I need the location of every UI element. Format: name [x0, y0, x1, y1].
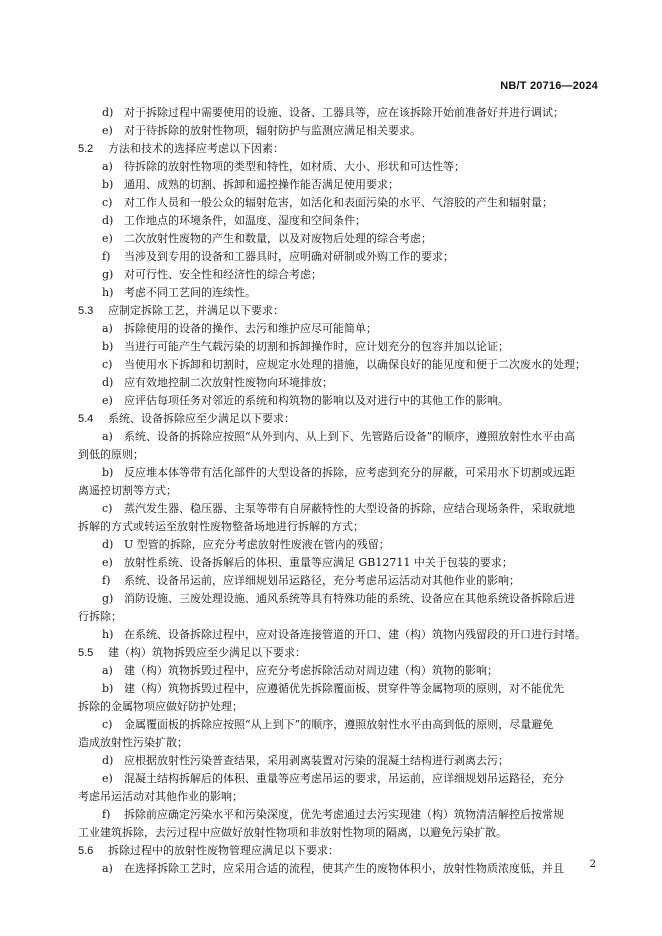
item-marker: d) [102, 538, 114, 551]
list-item [78, 770, 598, 788]
item-marker: a) [102, 862, 113, 875]
item-marker: b) [102, 682, 114, 695]
list-item-continuation [78, 824, 598, 842]
item-marker: f) [102, 574, 111, 587]
item-marker: d) [102, 106, 114, 119]
list-item [78, 338, 598, 356]
line-text: 混凝土结构拆解后的体积、重量等应考虑吊运的要求，吊运前，应详细规划吊运路径，充分 [124, 772, 564, 785]
list-item-continuation [78, 608, 598, 626]
line-text: 蒸汽发生器、稳压器、主泵等带有自屏蔽特性的大型设备的拆除，应结合现场条件，采取就地 [124, 502, 575, 515]
item-marker: h) [102, 628, 114, 641]
list-item [78, 860, 598, 878]
list-item [78, 356, 598, 374]
item-marker: a) [102, 322, 113, 335]
line-text: 拆除前应确定污染水平和污染深度，优先考虑通过去污实现建（构）筑物清洁解控后按常规 [124, 808, 564, 821]
line-text: 离遥控切割等方式； [78, 484, 177, 497]
list-item [78, 104, 598, 122]
list-item [78, 122, 598, 140]
item-marker: a) [102, 664, 113, 677]
clause-number: 5.4 [78, 413, 94, 425]
line-text: 应有效地控制二次放射性废物向环境排放； [124, 376, 333, 389]
list-item [78, 572, 598, 590]
item-marker: g) [102, 592, 114, 605]
list-item-continuation [78, 482, 598, 500]
item-marker: b) [102, 340, 114, 353]
line-text: 考虑不同工艺间的连续性。 [124, 286, 256, 299]
list-item-continuation [78, 698, 598, 716]
line-text: U 型管的拆除，应充分考虑放射性废液在管内的残留； [124, 538, 390, 551]
list-item [78, 662, 598, 680]
item-marker: c) [102, 718, 113, 731]
line-text: 拆除使用的设备的操作、去污和维护应尽可能简单； [124, 322, 377, 335]
list-item [78, 428, 598, 446]
clause-heading [78, 140, 598, 158]
item-marker: b) [102, 178, 114, 191]
item-marker: d) [102, 376, 114, 389]
line-text: 考虑吊运活动对其他作业的影响； [78, 790, 243, 803]
line-text: 对工作人员和一般公众的辐射危害，如活化和表面污染的水平、气溶胶的产生和辐射量； [124, 196, 553, 209]
item-marker: c) [102, 502, 113, 515]
clause-heading [78, 302, 598, 320]
line-text: 系统、设备的拆除应按照“从外到内、从上到下、先管路后设备”的顺序，遵照放射性水平由高 [124, 430, 576, 443]
line-text: 到低的原则； [78, 448, 144, 461]
line-text: 应制定拆除工艺，并满足以下要求： [108, 304, 284, 317]
clause-heading [78, 842, 598, 860]
clause-number: 5.2 [78, 143, 94, 155]
line-text: 建（构）筑物拆毁过程中，应遵循优先拆除覆面板、贯穿件等金属物项的原则，对不能优先 [124, 682, 564, 695]
line-text: 方法和技术的选择应考虑以下因素： [108, 142, 284, 155]
line-text: 拆解的方式或转运至放射性废物整备场地进行拆解的方式； [78, 520, 364, 533]
item-marker: c) [102, 196, 113, 209]
item-marker: d) [102, 214, 114, 227]
list-item [78, 284, 598, 302]
line-text: 拆除过程中的放射性废物管理应满足以下要求： [108, 844, 339, 857]
line-text: 反应堆本体等带有活化部件的大型设备的拆除，应考虑到充分的屏蔽，可采用水下切割或远距 [124, 466, 575, 479]
line-text: 建（构）筑物拆毁过程中，应充分考虑拆除活动对周边建（构）筑物的影响； [124, 664, 498, 677]
line-text: 消防设施、三废处理设施、通风系统等具有特殊功能的系统、设备应在其他系统设备拆除后进 [124, 592, 575, 605]
item-marker: f) [102, 808, 111, 821]
line-text: 行拆除； [78, 610, 122, 623]
line-text: 对于待拆除的放射性物项，辐射防护与监测应满足相关要求。 [124, 124, 421, 137]
list-item [78, 248, 598, 266]
line-text: 系统、设备拆除应至少满足以下要求： [108, 412, 295, 425]
line-text: 工业建筑拆除，去污过程中应做好放射性物项和非放射性物项的隔离，以避免污染扩散。 [78, 826, 507, 839]
list-item-continuation [78, 788, 598, 806]
list-item [78, 194, 598, 212]
list-item [78, 464, 598, 482]
clause-number: 5.5 [78, 647, 94, 659]
list-item [78, 680, 598, 698]
line-text: 建（构）筑物拆毁应至少满足以下要求： [108, 646, 306, 659]
list-item [78, 158, 598, 176]
line-text: 造成放射性污染扩散； [78, 736, 188, 749]
item-marker: e) [102, 556, 113, 569]
list-item [78, 374, 598, 392]
page-number: 2 [589, 859, 596, 870]
list-item [78, 752, 598, 770]
item-marker: f) [102, 250, 111, 263]
item-marker: d) [102, 754, 114, 767]
list-item [78, 392, 598, 410]
list-item [78, 590, 598, 608]
item-marker: h) [102, 286, 114, 299]
item-marker: b) [102, 466, 114, 479]
item-marker: c) [102, 358, 113, 371]
document-body [78, 104, 598, 878]
item-marker: e) [102, 772, 113, 785]
line-text: 系统、设备吊运前，应详细规划吊运路径，充分考虑吊运活动对其他作业的影响； [124, 574, 520, 587]
clause-number: 5.6 [78, 845, 94, 857]
list-item [78, 500, 598, 518]
list-item [78, 266, 598, 284]
list-item [78, 320, 598, 338]
list-item [78, 536, 598, 554]
line-text: 工作地点的环境条件，如温度、湿度和空间条件； [124, 214, 366, 227]
item-marker: e) [102, 394, 113, 407]
line-text: 当涉及到专用的设备和工器具时，应明确对研制或外购工作的要求； [124, 250, 454, 263]
line-text: 拆除的金属物项应做好防护处理； [78, 700, 243, 713]
item-marker: a) [102, 430, 113, 443]
line-text: 通用、成熟的切割、拆卸和遥控操作能否满足使用要求； [124, 178, 399, 191]
line-text: 当进行可能产生气载污染的切割和拆卸操作时，应计划充分的包容并加以论证； [124, 340, 509, 353]
list-item [78, 230, 598, 248]
item-marker: e) [102, 124, 113, 137]
item-marker: e) [102, 232, 113, 245]
list-item [78, 212, 598, 230]
list-item-continuation [78, 446, 598, 464]
clause-heading [78, 410, 598, 428]
line-text: 应评估每项任务对邻近的系统和构筑物的影响以及对进行中的其他工作的影响。 [124, 394, 509, 407]
line-text: 应根据放射性污染普查结果，采用剥离装置对污染的混凝土结构进行剥离去污； [124, 754, 509, 767]
list-item [78, 626, 598, 644]
item-marker: a) [102, 160, 113, 173]
clause-heading [78, 644, 598, 662]
list-item [78, 806, 598, 824]
list-item [78, 176, 598, 194]
list-item-continuation [78, 518, 598, 536]
list-item-continuation [78, 734, 598, 752]
item-marker: g) [102, 268, 114, 281]
line-text: 二次放射性废物的产生和数量，以及对废物后处理的综合考虑； [124, 232, 432, 245]
line-text: 在系统、设备拆除过程中，应对设备连接管道的开口、建（构）筑物内残留段的开口进行封堵。 [124, 628, 586, 641]
line-text: 当使用水下拆卸和切割时，应规定水处理的措施，以确保良好的能见度和便于二次废水的处理； [124, 358, 586, 371]
standard-number: NB/T 20716—2024 [500, 80, 598, 92]
list-item [78, 554, 598, 572]
line-text: 对于拆除过程中需要使用的设施、设备、工器具等，应在该拆除开始前准备好并进行调试； [124, 106, 564, 119]
line-text: 放射性系统、设备拆解后的体积、重量等应满足 GB12711 中关于包装的要求； [124, 556, 513, 569]
line-text: 在选择拆除工艺时，应采用合适的流程，使其产生的废物体积小，放射性物质浓度低，并且 [124, 862, 564, 875]
list-item [78, 716, 598, 734]
line-text: 对可行性、安全性和经济性的综合考虑； [124, 268, 322, 281]
clause-number: 5.3 [78, 305, 94, 317]
line-text: 金属覆面板的拆除应按照“从上到下”的顺序，遵照放射性水平由高到低的原则，尽量避免 [124, 718, 554, 731]
line-text: 待拆除的放射性物项的类型和特性，如材质、大小、形状和可达性等； [124, 160, 465, 173]
